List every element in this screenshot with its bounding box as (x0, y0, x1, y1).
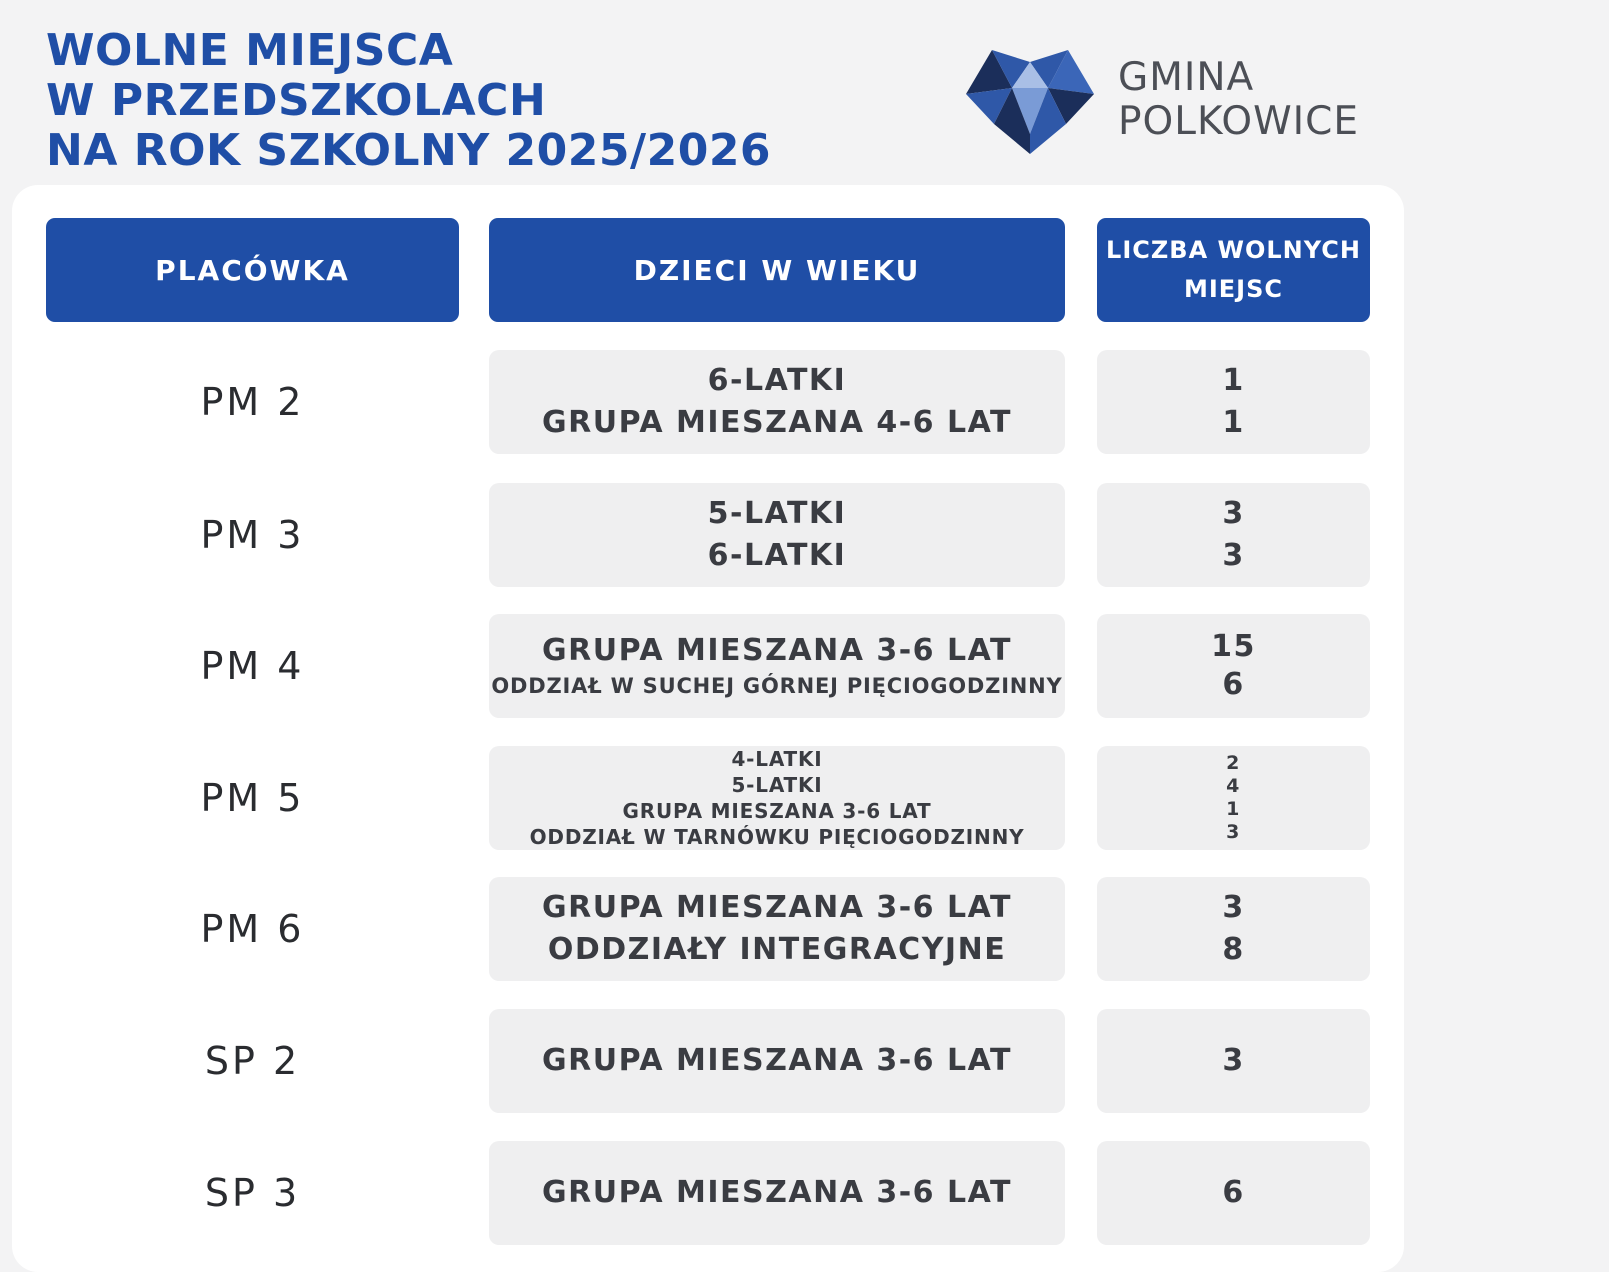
page-title (46, 26, 771, 176)
title-line-3: NA ROK SZKOLNY 2025/2026 (46, 125, 772, 176)
count-cell (1097, 614, 1370, 718)
count-value: 15 (1211, 629, 1256, 664)
header-count-label-1: LICZBA WOLNYCH (1106, 236, 1361, 264)
count-value: 3 (1222, 890, 1245, 925)
brand-line-2: POLKOWICE (1118, 99, 1360, 144)
age-group: GRUPA MIESZANA 3-6 LAT (542, 633, 1012, 668)
place-name: PM 6 (200, 907, 305, 951)
count-value: 1 (1222, 405, 1245, 440)
header-age-label: DZIECI W WIEKU (633, 253, 921, 287)
place-name: PM 4 (200, 644, 305, 688)
age-group: 5-LATKI (731, 773, 823, 797)
table-row (0, 350, 1609, 454)
age-group: GRUPA MIESZANA 4-6 LAT (542, 405, 1012, 440)
age-group: GRUPA MIESZANA 3-6 LAT (542, 890, 1012, 925)
table-row (0, 746, 1609, 850)
header-place-label: PLACÓWKA (155, 253, 350, 287)
place-name: PM 3 (200, 513, 305, 557)
age-group: ODDZIAŁ W SUCHEJ GÓRNEJ PIĘCIOGODZINNY (491, 674, 1063, 698)
count-value: 1 (1222, 363, 1245, 398)
count-value: 3 (1222, 496, 1245, 531)
age-group: 6-LATKI (707, 538, 847, 573)
place-name: PM 5 (200, 776, 305, 820)
age-group: 4-LATKI (731, 747, 823, 771)
count-value: 8 (1222, 932, 1245, 967)
table-row (0, 877, 1609, 981)
count-cell (1097, 483, 1370, 587)
table-row (0, 614, 1609, 718)
count-cell (1097, 1009, 1370, 1113)
age-groups-cell (489, 1141, 1065, 1245)
title-line-2: W PRZEDSZKOLACH (46, 75, 547, 126)
count-value: 3 (1222, 538, 1245, 573)
age-group: ODDZIAŁ W TARNÓWKU PIĘCIOGODZINNY (529, 825, 1025, 849)
header-count (1097, 218, 1370, 322)
age-groups-cell (489, 877, 1065, 981)
count-value: 2 (1226, 752, 1241, 774)
age-group: 6-LATKI (707, 363, 847, 398)
header-place (46, 218, 459, 322)
place-name: SP 3 (204, 1171, 301, 1215)
count-value: 6 (1222, 1175, 1245, 1210)
age-groups-cell (489, 746, 1065, 850)
brand-name (1118, 56, 1359, 144)
brand-line-1: GMINA (1118, 55, 1255, 100)
age-group: GRUPA MIESZANA 3-6 LAT (542, 1043, 1012, 1078)
count-value: 3 (1226, 821, 1241, 843)
count-value: 6 (1222, 667, 1245, 702)
count-value: 3 (1222, 1043, 1245, 1078)
header-age (489, 218, 1065, 322)
count-value: 4 (1226, 775, 1241, 797)
count-cell (1097, 350, 1370, 454)
count-cell (1097, 877, 1370, 981)
age-groups-cell (489, 483, 1065, 587)
age-group: GRUPA MIESZANA 3-6 LAT (622, 799, 932, 823)
count-cell (1097, 1141, 1370, 1245)
table-row (0, 483, 1609, 587)
title-line-1: WOLNE MIEJSCA (46, 25, 454, 76)
header-count-label-2: MIEJSC (1183, 275, 1284, 303)
age-groups-cell (489, 350, 1065, 454)
place-name: SP 2 (204, 1039, 301, 1083)
table-row (0, 1009, 1609, 1113)
age-group: GRUPA MIESZANA 3-6 LAT (542, 1175, 1012, 1210)
age-groups-cell (489, 1009, 1065, 1113)
count-cell (1097, 746, 1370, 850)
table-row (0, 1141, 1609, 1245)
age-group: 5-LATKI (707, 496, 847, 531)
place-name: PM 2 (200, 380, 305, 424)
count-value: 1 (1226, 798, 1241, 820)
heart-gem-logo-icon (964, 44, 1096, 156)
age-groups-cell (489, 614, 1065, 718)
age-group: ODDZIAŁY INTEGRACYJNE (547, 932, 1007, 967)
